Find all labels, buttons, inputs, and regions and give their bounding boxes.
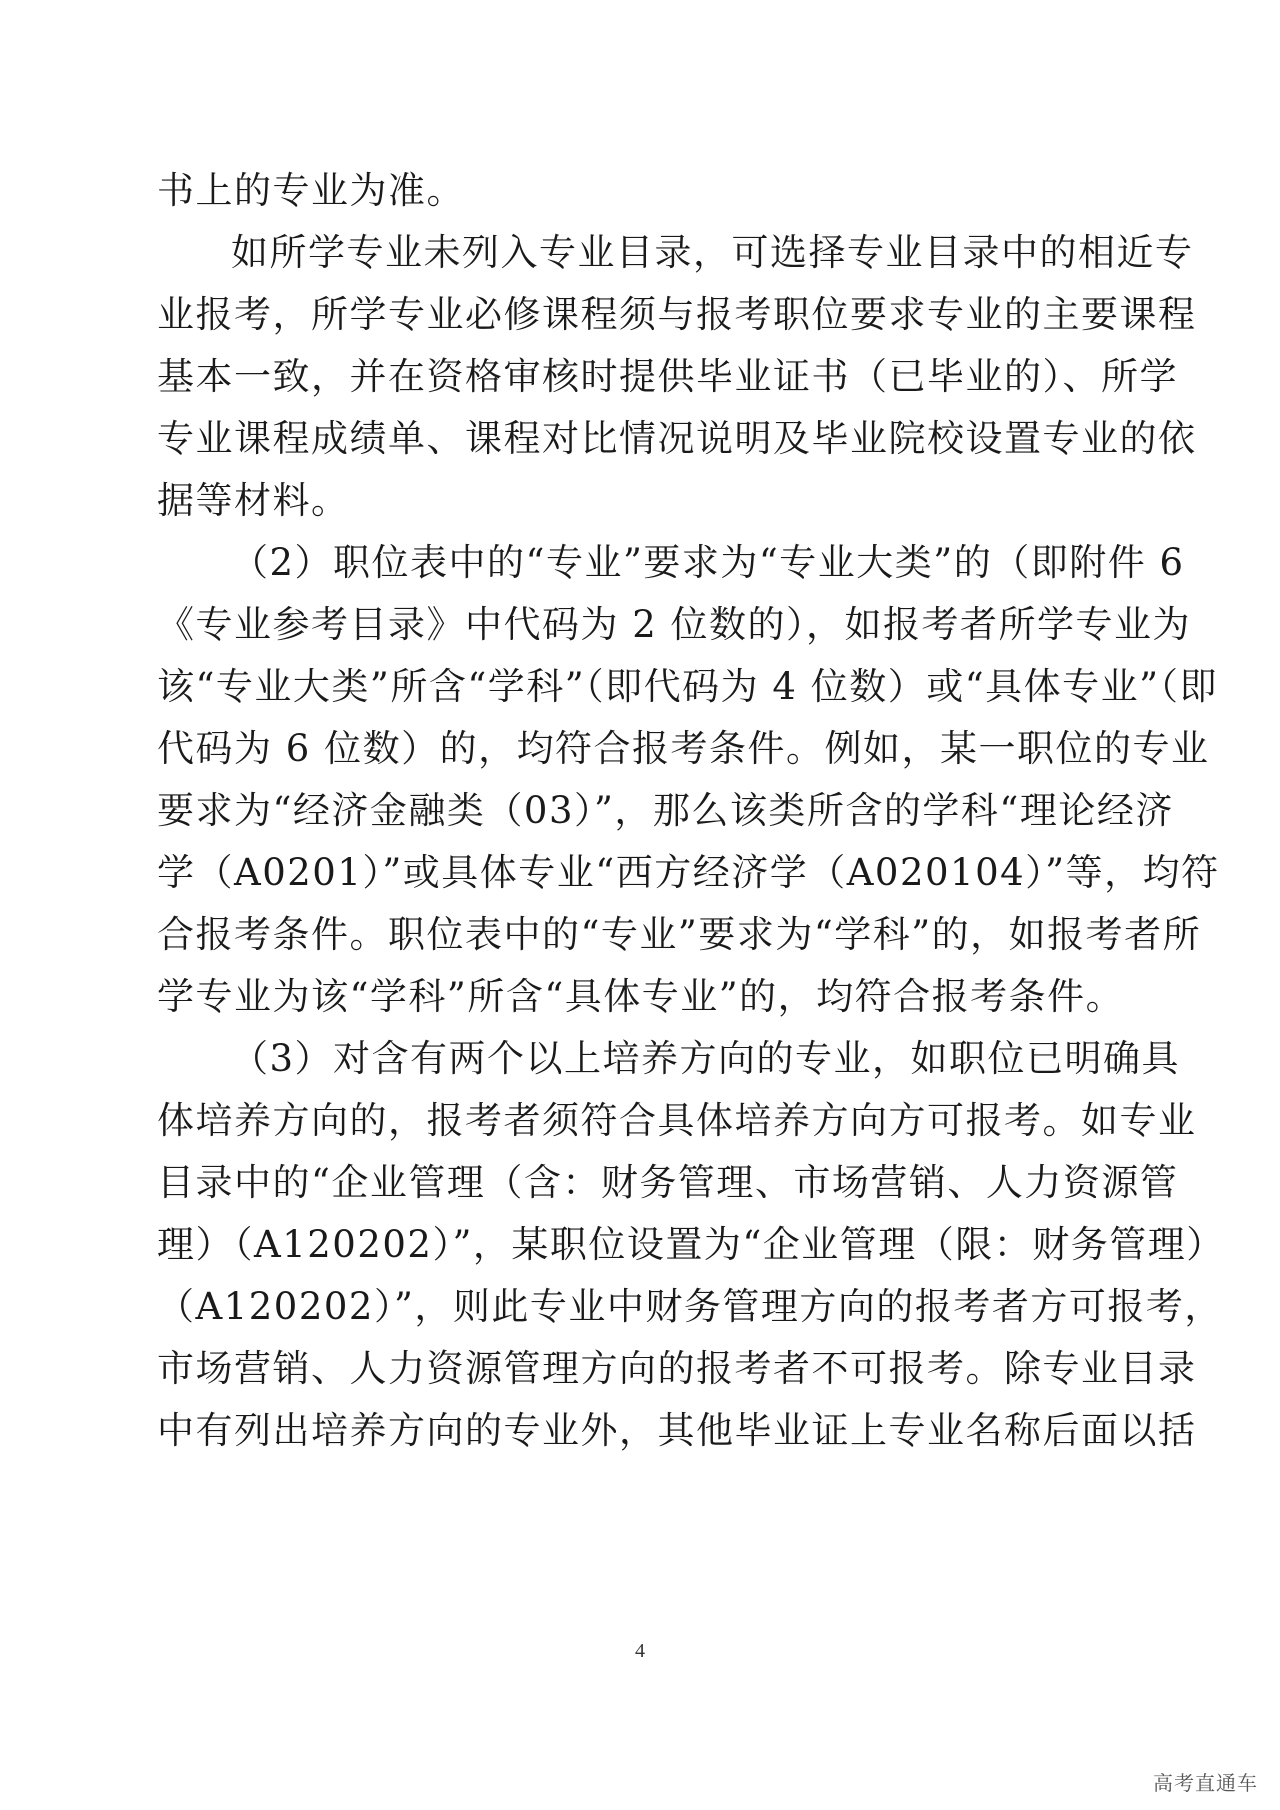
text-line: （3）对含有两个以上培养方向的专业，如职位已明确具 (231, 1037, 1181, 1080)
text-line: 专业课程成绩单、课程对比情况说明及毕业院校设置专业的依 (157, 417, 1197, 460)
text-line: 据等材料。 (157, 479, 350, 522)
body-text (157, 160, 1225, 1462)
text-line: 市场营销、人力资源管理方向的报考者不可报考。除专业目录 (157, 1347, 1197, 1390)
text-line: 如所学专业未列入专业目录，可选择专业目录中的相近专 (231, 231, 1194, 274)
page-number: 4 (635, 1640, 645, 1662)
text-line: （A120202）”，则此专业中财务管理方向的报考者方可报考， (157, 1285, 1223, 1328)
text-line: 《专业参考目录》中代码为 2 位数的），如报考者所学专业为 (157, 603, 1192, 646)
text-line: 理）（A120202）”，某职位设置为“企业管理（限：财务管理） (157, 1223, 1225, 1266)
watermark-text: 高考直通车 (1153, 1771, 1258, 1795)
text-line: 该“专业大类”所含“学科”（即代码为 4 位数）或“具体专业”（即 (157, 665, 1219, 708)
text-line: （2）职位表中的“专业”要求为“专业大类”的（即附件 6 (231, 541, 1185, 584)
text-line: 业报考，所学专业必修课程须与报考职位要求专业的主要课程 (157, 293, 1197, 336)
text-line: 学（A0201）”或具体专业“西方经济学（A020104）”等，均符 (157, 851, 1220, 894)
text-line: 学专业为该“学科”所含“具体专业”的，均符合报考条件。 (157, 975, 1125, 1018)
text-line: 合报考条件。职位表中的“专业”要求为“学科”的，如报考者所 (157, 913, 1202, 956)
text-line: 代码为 6 位数）的，均符合报考条件。例如，某一职位的专业 (157, 727, 1210, 770)
text-line: 书上的专业为准。 (157, 169, 465, 212)
text-line: 中有列出培养方向的专业外，其他毕业证上专业名称后面以括 (157, 1409, 1197, 1452)
text-line: 基本一致，并在资格审核时提供毕业证书（已毕业的）、所学 (157, 355, 1178, 398)
text-line: 体培养方向的，报考者须符合具体培养方向方可报考。如专业 (157, 1099, 1197, 1142)
text-line: 目录中的“企业管理（含：财务管理、市场营销、人力资源管 (157, 1161, 1179, 1204)
text-line: 要求为“经济金融类（03）”，那么该类所含的学科“理论经济 (157, 789, 1174, 832)
